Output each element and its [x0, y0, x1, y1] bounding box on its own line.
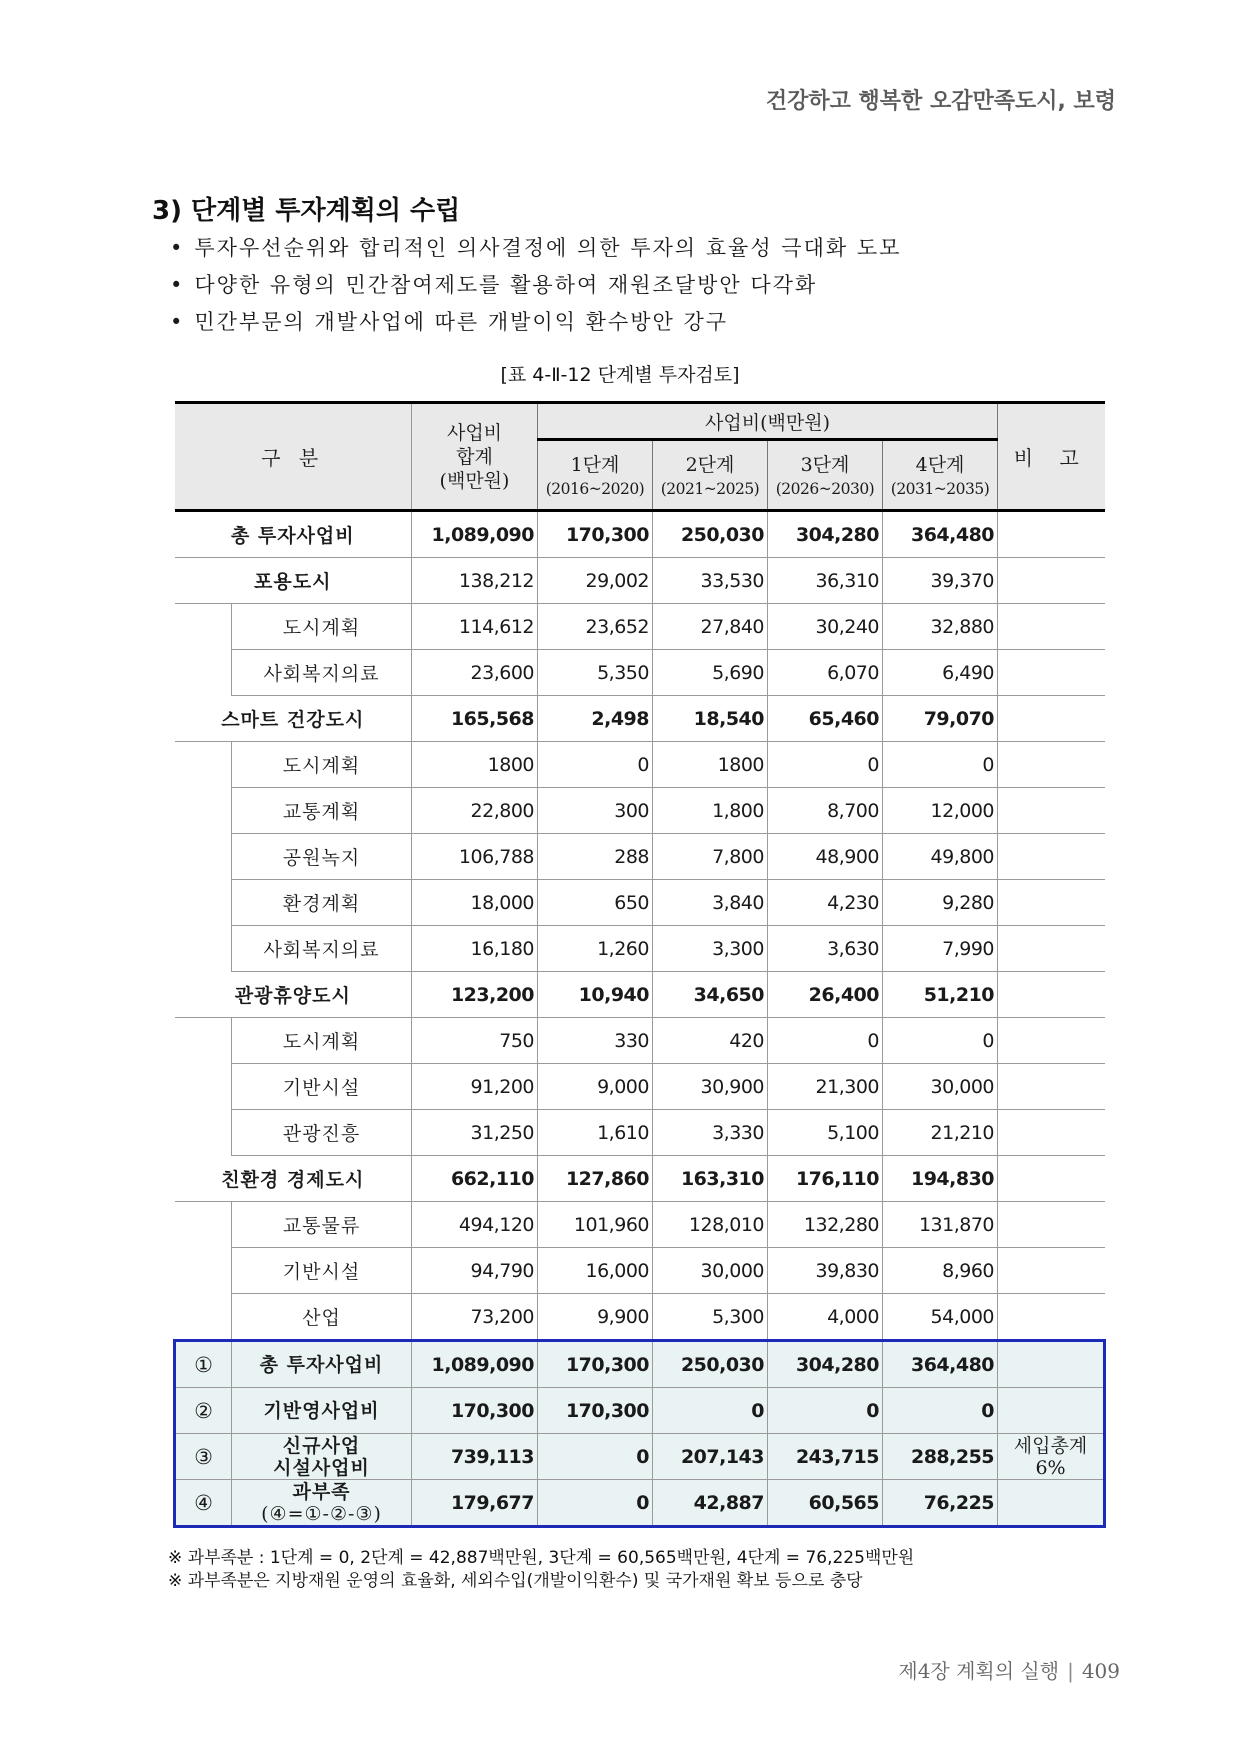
cell-note — [998, 926, 1105, 972]
row-label: 관광휴양도시 — [175, 972, 412, 1018]
summary-label — [232, 1388, 412, 1434]
summary-row — [175, 1341, 1105, 1388]
table-row — [175, 972, 1105, 1018]
summary-note-line2: 6% — [1035, 1456, 1066, 1479]
row-label: 도시계획 — [232, 742, 412, 788]
header-phase — [768, 440, 883, 511]
table-row — [175, 604, 1105, 650]
summary-label-line1: 과부족 — [292, 1480, 351, 1503]
table-row — [175, 1064, 1105, 1110]
table-row — [175, 788, 1105, 834]
page-number: 409 — [1081, 1659, 1120, 1683]
cell-total: 23,600 — [412, 650, 538, 696]
cell-phase-2: 30,000 — [653, 1248, 768, 1294]
cell-phase-1: 0 — [538, 742, 653, 788]
cell-total: 739,113 — [412, 1434, 538, 1480]
cell-phase-3: 30,240 — [768, 604, 883, 650]
cell-phase-2: 3,330 — [653, 1110, 768, 1156]
cell-phase-2: 1,800 — [653, 788, 768, 834]
row-label: 스마트 건강도시 — [175, 696, 412, 742]
table-row — [175, 650, 1105, 696]
cell-note — [998, 1202, 1105, 1248]
cell-note — [998, 650, 1105, 696]
cell-phase-2: 250,030 — [653, 1341, 768, 1388]
cell-total: 165,568 — [412, 696, 538, 742]
cell-total: 1,089,090 — [412, 1341, 538, 1388]
row-label: 총 투자사업비 — [175, 511, 412, 558]
footer-separator: | — [1067, 1659, 1074, 1683]
bullet-list — [170, 230, 901, 341]
cell-phase-1: 0 — [538, 1434, 653, 1480]
cell-note — [998, 1018, 1105, 1064]
cell-phase-3: 8,700 — [768, 788, 883, 834]
cell-phase-2: 163,310 — [653, 1156, 768, 1202]
cell-phase-1: 288 — [538, 834, 653, 880]
cell-phase-2: 128,010 — [653, 1202, 768, 1248]
cell-phase-4: 54,000 — [883, 1294, 998, 1341]
header-group: 사업비(백만원) — [538, 403, 998, 440]
cell-note — [998, 1388, 1105, 1434]
phase-period: (2031~2035) — [890, 480, 990, 498]
cell-note — [998, 511, 1105, 558]
cell-total: 138,212 — [412, 558, 538, 604]
cell-phase-4: 0 — [883, 1388, 998, 1434]
cell-phase-2: 207,143 — [653, 1434, 768, 1480]
cell-phase-4: 288,255 — [883, 1434, 998, 1480]
table-row — [175, 880, 1105, 926]
cell-phase-3: 6,070 — [768, 650, 883, 696]
summary-note-line1: 세입총계 — [1013, 1434, 1088, 1457]
cell-phase-1: 170,300 — [538, 1341, 653, 1388]
row-label: 기반시설 — [232, 1064, 412, 1110]
header-total-line3: (백만원) — [439, 469, 510, 492]
cell-note — [998, 1248, 1105, 1294]
cell-phase-1: 300 — [538, 788, 653, 834]
running-head: 건강하고 행복한 오감만족도시, 보령 — [765, 89, 1116, 114]
cell-phase-3: 0 — [768, 742, 883, 788]
cell-phase-2: 27,840 — [653, 604, 768, 650]
note-line: ※ 과부족분은 지방재원 운영의 효율화, 세외수입(개발이익환수) 및 국가재원 확보 등으로 충당 — [168, 1571, 863, 1591]
cell-note — [998, 880, 1105, 926]
cell-phase-4: 131,870 — [883, 1202, 998, 1248]
cell-total: 1,089,090 — [412, 511, 538, 558]
cell-total: 114,612 — [412, 604, 538, 650]
cell-note — [998, 834, 1105, 880]
cell-total: 31,250 — [412, 1110, 538, 1156]
cell-phase-2: 3,840 — [653, 880, 768, 926]
summary-label — [232, 1341, 412, 1388]
row-label: 포용도시 — [175, 558, 412, 604]
cell-phase-3: 132,280 — [768, 1202, 883, 1248]
cell-phase-4: 9,280 — [883, 880, 998, 926]
cell-phase-2: 5,690 — [653, 650, 768, 696]
table-row — [175, 834, 1105, 880]
phase-period: (2016~2020) — [545, 480, 645, 498]
table-row — [175, 1248, 1105, 1294]
cell-phase-4: 49,800 — [883, 834, 998, 880]
row-label: 환경계획 — [232, 880, 412, 926]
row-label: 도시계획 — [232, 1018, 412, 1064]
phase-period: (2026~2030) — [775, 480, 875, 498]
cell-total: 179,677 — [412, 1480, 538, 1527]
summary-mark: ① — [175, 1341, 232, 1388]
cell-note — [998, 972, 1105, 1018]
cell-phase-2: 1800 — [653, 742, 768, 788]
row-label: 공원녹지 — [232, 834, 412, 880]
cell-phase-4: 79,070 — [883, 696, 998, 742]
cell-phase-3: 0 — [768, 1388, 883, 1434]
table-row — [175, 1110, 1105, 1156]
cell-phase-3: 60,565 — [768, 1480, 883, 1527]
cell-phase-1: 170,300 — [538, 511, 653, 558]
phase-label: 1단계 — [570, 454, 620, 476]
summary-label — [232, 1480, 412, 1527]
cell-phase-1: 9,000 — [538, 1064, 653, 1110]
cell-total: 73,200 — [412, 1294, 538, 1341]
cell-phase-2: 3,300 — [653, 926, 768, 972]
summary-row — [175, 1434, 1105, 1480]
cell-phase-3: 176,110 — [768, 1156, 883, 1202]
cell-phase-2: 250,030 — [653, 511, 768, 558]
cell-total: 662,110 — [412, 1156, 538, 1202]
row-label: 교통계획 — [232, 788, 412, 834]
header-total — [412, 403, 538, 511]
cell-phase-1: 1,610 — [538, 1110, 653, 1156]
cell-phase-3: 0 — [768, 1018, 883, 1064]
phase-label: 3단계 — [800, 454, 850, 476]
cell-total: 750 — [412, 1018, 538, 1064]
table-row — [175, 696, 1105, 742]
cell-phase-1: 330 — [538, 1018, 653, 1064]
cell-phase-3: 48,900 — [768, 834, 883, 880]
cell-phase-3: 304,280 — [768, 1341, 883, 1388]
cell-phase-1: 101,960 — [538, 1202, 653, 1248]
cell-phase-4: 51,210 — [883, 972, 998, 1018]
cell-phase-4: 21,210 — [883, 1110, 998, 1156]
cell-phase-4: 6,490 — [883, 650, 998, 696]
cell-phase-3: 5,100 — [768, 1110, 883, 1156]
cell-phase-3: 304,280 — [768, 511, 883, 558]
investment-table — [173, 401, 1106, 1528]
cell-phase-2: 0 — [653, 1388, 768, 1434]
cell-phase-1: 5,350 — [538, 650, 653, 696]
cell-phase-3: 4,230 — [768, 880, 883, 926]
cell-phase-2: 30,900 — [653, 1064, 768, 1110]
footer-chapter: 제4장 계획의 실행 — [898, 1659, 1060, 1683]
cell-phase-2: 18,540 — [653, 696, 768, 742]
header-total-line1: 사업비 — [446, 421, 503, 444]
summary-mark: ③ — [175, 1434, 232, 1480]
cell-phase-2: 42,887 — [653, 1480, 768, 1527]
summary-label — [232, 1434, 412, 1480]
summary-label-line1: 총 투자사업비 — [259, 1353, 384, 1376]
phase-period: (2021~2025) — [660, 480, 760, 498]
cell-total: 94,790 — [412, 1248, 538, 1294]
cell-phase-1: 1,260 — [538, 926, 653, 972]
cell-phase-2: 34,650 — [653, 972, 768, 1018]
cell-phase-3: 65,460 — [768, 696, 883, 742]
cell-phase-1: 23,652 — [538, 604, 653, 650]
cell-phase-1: 0 — [538, 1480, 653, 1527]
bullet-item: • 투자우선순위와 합리적인 의사결정에 의한 투자의 효율성 극대화 도모 — [170, 230, 901, 267]
summary-label-line1: 기반영사업비 — [263, 1399, 380, 1422]
cell-total: 91,200 — [412, 1064, 538, 1110]
cell-note — [998, 558, 1105, 604]
cell-phase-3: 26,400 — [768, 972, 883, 1018]
indent-cell — [175, 1018, 232, 1156]
cell-phase-4: 8,960 — [883, 1248, 998, 1294]
summary-label-line2: 시설사업비 — [273, 1456, 370, 1479]
cell-phase-1: 9,900 — [538, 1294, 653, 1341]
cell-phase-3: 36,310 — [768, 558, 883, 604]
header-category: 구 분 — [175, 403, 412, 511]
cell-total: 16,180 — [412, 926, 538, 972]
cell-note — [998, 696, 1105, 742]
cell-phase-1: 170,300 — [538, 1388, 653, 1434]
table-row — [175, 742, 1105, 788]
page-footer — [898, 1655, 1120, 1684]
header-total-line2: 합계 — [456, 445, 493, 468]
cell-phase-1: 2,498 — [538, 696, 653, 742]
table-caption: [표 4-Ⅱ-12 단계별 투자검토] — [500, 364, 740, 386]
summary-mark: ④ — [175, 1480, 232, 1527]
header-note: 비 고 — [998, 403, 1105, 511]
cell-total: 1800 — [412, 742, 538, 788]
cell-note — [998, 1294, 1105, 1341]
row-label: 도시계획 — [232, 604, 412, 650]
cell-phase-2: 33,530 — [653, 558, 768, 604]
summary-note — [998, 1434, 1105, 1480]
phase-label: 2단계 — [685, 454, 735, 476]
table-header-row — [175, 403, 1105, 440]
note-line: ※ 과부족분 : 1단계 = 0, 2단계 = 42,887백만원, 3단계 = 60,565백만원, 4단계 = 76,225백만원 — [168, 1548, 915, 1568]
indent-cell — [175, 1202, 232, 1341]
cell-total: 123,200 — [412, 972, 538, 1018]
table-row — [175, 1202, 1105, 1248]
table-row — [175, 1156, 1105, 1202]
row-label: 관광진흥 — [232, 1110, 412, 1156]
cell-phase-1: 16,000 — [538, 1248, 653, 1294]
cell-total: 170,300 — [412, 1388, 538, 1434]
cell-phase-4: 0 — [883, 1018, 998, 1064]
table-row — [175, 511, 1105, 558]
cell-phase-4: 30,000 — [883, 1064, 998, 1110]
cell-note — [998, 1341, 1105, 1388]
cell-note — [998, 742, 1105, 788]
table-body — [175, 511, 1105, 1527]
cell-total: 18,000 — [412, 880, 538, 926]
cell-phase-3: 4,000 — [768, 1294, 883, 1341]
summary-row — [175, 1388, 1105, 1434]
cell-phase-3: 243,715 — [768, 1434, 883, 1480]
cell-phase-2: 5,300 — [653, 1294, 768, 1341]
cell-phase-4: 39,370 — [883, 558, 998, 604]
cell-phase-4: 76,225 — [883, 1480, 998, 1527]
indent-cell — [175, 742, 232, 972]
summary-mark: ② — [175, 1388, 232, 1434]
cell-phase-4: 12,000 — [883, 788, 998, 834]
header-phase — [653, 440, 768, 511]
cell-total: 22,800 — [412, 788, 538, 834]
cell-phase-4: 364,480 — [883, 511, 998, 558]
cell-phase-3: 39,830 — [768, 1248, 883, 1294]
cell-phase-1: 650 — [538, 880, 653, 926]
summary-label-line1: 신규사업 — [282, 1434, 361, 1457]
cell-phase-1: 127,860 — [538, 1156, 653, 1202]
summary-row — [175, 1480, 1105, 1527]
cell-note — [998, 1480, 1105, 1527]
cell-phase-2: 7,800 — [653, 834, 768, 880]
row-label: 사회복지의료 — [232, 926, 412, 972]
cell-phase-1: 29,002 — [538, 558, 653, 604]
cell-phase-4: 194,830 — [883, 1156, 998, 1202]
cell-note — [998, 788, 1105, 834]
cell-note — [998, 1156, 1105, 1202]
table-row — [175, 1294, 1105, 1341]
cell-phase-4: 0 — [883, 742, 998, 788]
cell-phase-4: 32,880 — [883, 604, 998, 650]
notes — [168, 1547, 914, 1593]
row-label: 산업 — [232, 1294, 412, 1341]
cell-total: 106,788 — [412, 834, 538, 880]
section-title: 3) 단계별 투자계획의 수립 — [152, 196, 461, 226]
cell-phase-3: 21,300 — [768, 1064, 883, 1110]
cell-phase-4: 364,480 — [883, 1341, 998, 1388]
cell-note — [998, 604, 1105, 650]
phase-label: 4단계 — [915, 454, 965, 476]
summary-label-line2: (④=①-②-③) — [261, 1502, 382, 1525]
header-phase — [883, 440, 998, 511]
row-label: 친환경 경제도시 — [175, 1156, 412, 1202]
bullet-item: • 다양한 유형의 민간참여제도를 활용하여 재원조달방안 다각화 — [170, 267, 901, 304]
cell-phase-1: 10,940 — [538, 972, 653, 1018]
row-label: 기반시설 — [232, 1248, 412, 1294]
table-row — [175, 926, 1105, 972]
cell-note — [998, 1110, 1105, 1156]
table-row — [175, 558, 1105, 604]
cell-total: 494,120 — [412, 1202, 538, 1248]
row-label: 교통물류 — [232, 1202, 412, 1248]
cell-phase-4: 7,990 — [883, 926, 998, 972]
row-label: 사회복지의료 — [232, 650, 412, 696]
cell-note — [998, 1064, 1105, 1110]
table-row — [175, 1018, 1105, 1064]
cell-phase-3: 3,630 — [768, 926, 883, 972]
bullet-item: • 민간부문의 개발사업에 따른 개발이익 환수방안 강구 — [170, 304, 901, 341]
header-phase — [538, 440, 653, 511]
cell-phase-2: 420 — [653, 1018, 768, 1064]
indent-cell — [175, 604, 232, 696]
